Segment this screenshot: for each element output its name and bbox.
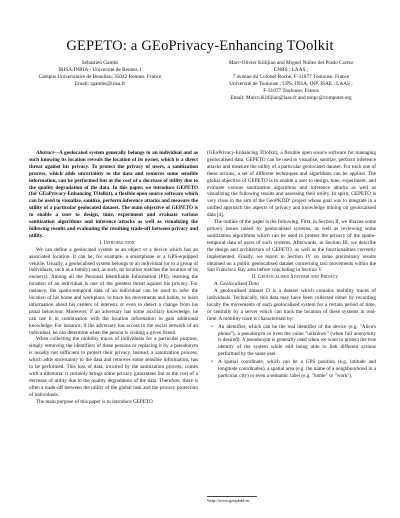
- paragraph: When collecting the mobility traces of individuals for a particular purpose, simply removing the identifiers of these persons or replacing it by a pseudonym is usually not sufficient to protect their privacy. Instead, a sanitization process, which adds uncertainty to the data and removes some sensible information, has to be performed. This loss of data, incurred by the sanitization process, comes with a dilemma: it certainly brings some privacy guarantees but at the cost of a decrease of utility due to the quality degradation of the data. Therefore, there is often a trade-off between the utility of the global task and the privacy protection of individuals.: [29, 336, 198, 398]
- paragraph: The main purpose of this paper is to introduce GEPETO: [36, 398, 153, 405]
- footnote-rule: [207, 496, 257, 497]
- author-address: F-31077 Toulouse, France: [263, 88, 319, 94]
- list-item: • A spatial coordinate, which can be a GPS position (e.g. latitude and longitude coordinates), a spatial area (e.g. the name of a neighbourhood in a particular city) or even a semantic label (e.g. "home" or "work").: [218, 359, 376, 380]
- author-affiliation: IRISA/INRIA - Université de Rennes 1: [58, 67, 142, 73]
- section-heading: I. Introduction: [99, 239, 135, 246]
- bullet-list: [207, 324, 376, 380]
- paragraph: We can define a geolocated system as an object or a device which has an associated location. It can be, for example, a smartphone or a GPS-equipped vehicle. Usually, a geolocalised system belongs to an individual (or to a group of individuals, such as a family) and, as such, its location matches the location of its owner(s). Among all the Personal Identifiable Information (PII), learning the location of an individual is one of the greatest threat against his privacy. For instance, the spatio-temporal data of an individual can be used to infer the location of his home and workplace, to trace his movements and habits, to learn information about his centers of interests or even to detect a change from his usual behaviour. Moreover, if an adversary has some auxiliary knowledge, he can use it in combination with the location information to gain additional knowledge. For instance, if the adversary has access to the social network of an individual, he can determine when the person is visiting a given friend.: [29, 246, 198, 336]
- abstract: [29, 150, 198, 240]
- right-column: [207, 150, 376, 381]
- author-email: Email: Marco.Killijian@laas.fr and mnpc@computer.org: [230, 95, 352, 101]
- paper-title: GEPETO: a GEoPrivacy-Enhancing TOolkit: [66, 38, 334, 54]
- abstract-text: —A geolocated system generally belongs to an individual and as such knowing its location reveals the location of its owner, which is a direct threat against his privacy. To protect the privacy of users, a sanitization process, which adds uncertainty to the data and removes some sensible information, can be performed but at the cost of a decrease of utility due to the quality degradation of the data. In this paper, we introduce GEPETO (for GEoPrivacy-Enhancing TOolkit), a flexible open source software which can be used to visualize, sanitize, perform inference attacks and measure the utility of a particular geolocated dataset. The main objective of GEPETO is to enable a user to design, tune, experiment and evaluate various sanitization algorithms and inference attacks as well as visualizing the following results and evaluating the resulting trade-off between privacy and utility.: [29, 150, 198, 239]
- author-name: Marc-Olivier Killijian and Miguel Núñez del Prado Cortez: [228, 60, 354, 66]
- subsection-heading: A. Geolocalised Data: [214, 281, 259, 288]
- abstract-label: Abstract: [36, 150, 54, 156]
- list-item: • An identifier, which can be the real identifier of the device (e.g. "Alice's phone"), a pseudonym or even the value "unknown" (when full anonymity is desired). A pseudonym is generally used when we want to protect the true identity of the system while still being able to link different actions performed by the same user.: [218, 324, 376, 359]
- paragraph: The outline of the paper is the following. First, in Section II, we discuss some privacy issues raised by geolocalised systems, as well as reviewing some sanitization algorithms which can be used to protect the privacy of the spatio-temporal data of users of such systems. Afterwards, in Section III, we describe the design and architecture of GEPETO, as well as the functionalities currently implemented. Finally, we report in Section IV on some preliminary results obtained on a public geolocalised dataset concerning taxi movements within the San Francisco Bay area before concluding in Section V.: [207, 219, 376, 274]
- paragraph: A geolocalised dataset D is a dataset which contains mobility traces of individuals. Technically, this data may have been collected either by recording locally the movements of each geolocalised system for a certain period of time, or centrally by a server which can track the location of these systems in real-time. A mobility trace is characterised by:: [207, 288, 376, 322]
- author-address: Campus Universitaire de Beaulieu, 35042 Rennes, France: [38, 74, 162, 80]
- section-heading: II. Geolocalised Systems and Privacy: [251, 274, 339, 281]
- author-affiliation: Université de Toulouse ; UPS, INSA, INP, ISAE ; LAAS ;: [229, 81, 353, 87]
- author-email: Email: sgambs@irisa.fr: [74, 81, 126, 87]
- author-block-left: [20, 60, 180, 88]
- left-column: [29, 150, 198, 406]
- author-address: 7 avenue du Colonel Roche, F-31077 Toulouse, France: [232, 74, 350, 80]
- author-affiliation: CNRS ; LAAS ;: [273, 67, 309, 73]
- footnote: ¹http://www.geopkdd.eu: [207, 498, 250, 503]
- author-block-right: [196, 60, 386, 102]
- paragraph: (GEoPrivacy-Enhancing TOolkit), a flexible open source software for managing geolocalised data. GEPETO can be used to visualise, sanitize, perform inference attacks and measure the utility of a particular geolocated dataset. For each one of these actions, a set of different techniques and algorithms can be applied. The global objective of GEPETO is to enable a user to design, tune, experiment, and evaluate various sanitization algorithms and inference attacks as well as visualizing the following results and assessing their utility. In spirit, GEPETO is very close to the aim of the GeoPKDD¹ project whose goal was to integrate in a unified approach the aspects of privacy and knowledge mining on geolocalised data [4].: [207, 150, 376, 219]
- author-name: Sébastien Gambs: [81, 60, 119, 66]
